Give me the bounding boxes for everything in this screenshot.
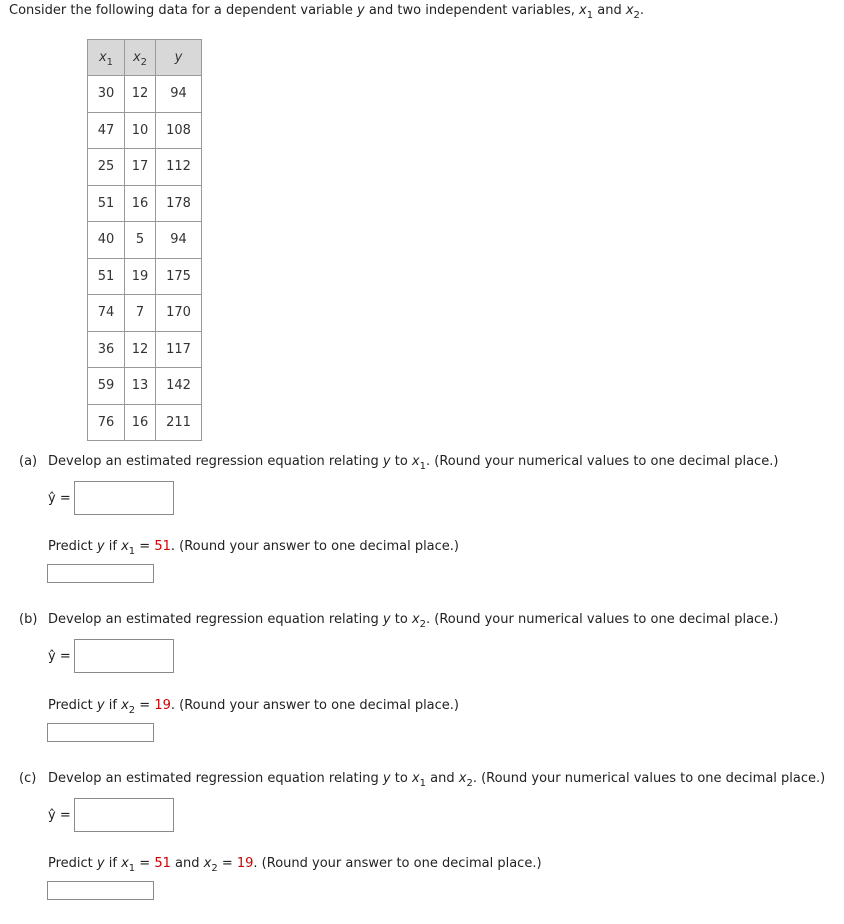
cell-y: 112 [156,149,202,186]
cell-x2: 7 [125,295,156,332]
part-c-predict-text: Predict y if $x_1 = 51$ and $x_2 = 19$. (Round your answer to one decimal place.) [48,856,542,874]
table-row [88,76,202,113]
cell-x1: 76 [88,404,125,441]
table-row [88,185,202,222]
cell-x2: 10 [125,112,156,149]
part-b-predict-text: Predict y if $x_2 = 19$. (Round your answer to one decimal place.) [48,698,459,716]
table-header-row [88,40,202,76]
part-c-prediction-input[interactable] [47,881,154,900]
cell-x1: 36 [88,331,125,368]
cell-x2: 16 [125,185,156,222]
part-a-label: (a) [19,454,38,469]
part-c-label: (c) [19,771,37,786]
cell-x2: 12 [125,331,156,368]
cell-x2: 13 [125,368,156,405]
cell-x1: 25 [88,149,125,186]
cell-x1: 51 [88,185,125,222]
part-b-equation-input[interactable] [74,639,174,673]
table-row [88,222,202,259]
cell-x1: 30 [88,76,125,113]
part-c-yhat-label: ŷ = [48,808,71,823]
cell-y: 175 [156,258,202,295]
cell-y: 211 [156,404,202,441]
part-b-question: Develop an estimated regression equation relating y to $x_2$. (Round your numerical values to one decimal place.) [48,612,779,630]
part-a-predict-text: Predict y if $x_1 = 51$. (Round your answer to one decimal place.) [48,539,459,557]
part-a-prediction-input[interactable] [47,564,154,583]
cell-x1: 40 [88,222,125,259]
table-row [88,404,202,441]
cell-x2: 16 [125,404,156,441]
cell-y: 178 [156,185,202,222]
cell-x2: 19 [125,258,156,295]
header-x2: $x_2$ [125,40,156,76]
cell-y: 170 [156,295,202,332]
cell-x1: 51 [88,258,125,295]
table-row [88,112,202,149]
table-row [88,295,202,332]
part-a-equation-input[interactable] [74,481,174,515]
cell-x1: 47 [88,112,125,149]
table-row [88,258,202,295]
cell-x1: 74 [88,295,125,332]
part-c-question: Develop an estimated regression equation relating y to $x_1$ and $x_2$. (Round your numerical values to one decimal place.) [48,771,826,789]
intro-text: Consider the following data for a dependent variable y and two independent variables, $x_1$ and $x_2$. [9,3,645,21]
part-b-yhat-label: ŷ = [48,649,71,664]
part-b-label: (b) [19,612,38,627]
table-row [88,331,202,368]
table-row [88,368,202,405]
cell-x2: 5 [125,222,156,259]
part-c-equation-input[interactable] [74,798,174,832]
cell-y: 94 [156,222,202,259]
part-a-question: Develop an estimated regression equation relating y to $x_1$. (Round your numerical values to one decimal place.) [48,454,779,472]
table-row [88,149,202,186]
cell-y: 108 [156,112,202,149]
cell-x1: 59 [88,368,125,405]
data-table [87,39,202,441]
cell-x2: 17 [125,149,156,186]
cell-x2: 12 [125,76,156,113]
header-x1: $x_1$ [88,40,125,76]
part-a-yhat-label: ŷ = [48,491,71,506]
part-b-prediction-input[interactable] [47,723,154,742]
cell-y: 94 [156,76,202,113]
cell-y: 142 [156,368,202,405]
cell-y: 117 [156,331,202,368]
header-y: y [156,40,202,76]
